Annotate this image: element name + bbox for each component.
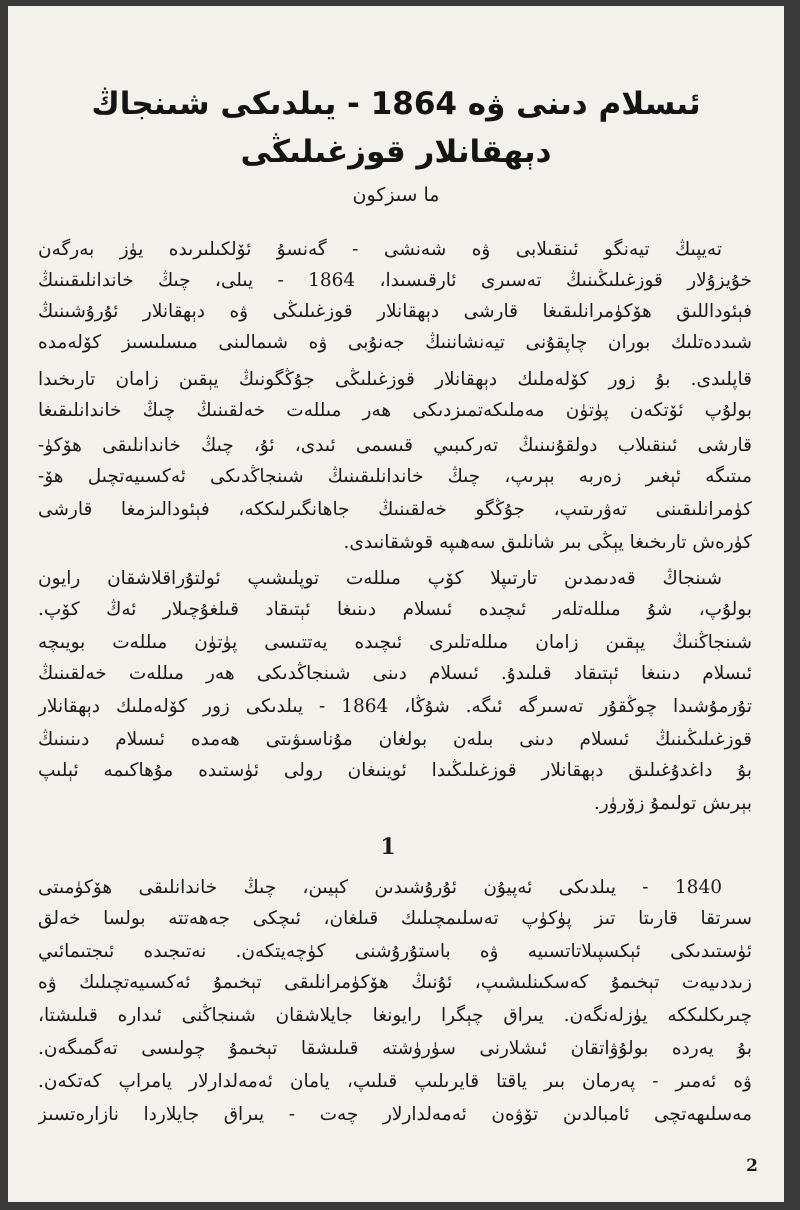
paragraph-line: مىتىگە ئېغىر زەربە بېرىپ، چىڭ خاندانلىقىنىڭ شىنجاڭدىكى ئەكسىيەتچىل ھۆ-: [38, 466, 752, 487]
paragraph-line: قوزغىلىڭىنىڭ ئىسلام دىنى بىلەن بولغان مۇناسىۋىتى ھەمدە ئىسلام دىنىنىڭ: [38, 729, 752, 750]
paragraph-line: سىرتقا قارىتا تىز پۈكۈپ تەسلىمچىلىك قىلغان، ئىچكى جەھەتتە بولسا خەلق: [38, 908, 752, 929]
paragraph-line: كۈرەش تارىخىغا يېڭى بىر شانلىق سەھىپە قوشقانىدى.: [343, 532, 752, 553]
paragraph-line: قارشى ئىنقىلاب دولقۇنىنىڭ تەركىبىي قىسمى ئىدى، ئۇ، چىڭ خاندانلىقى ھۆكۈ-: [38, 435, 752, 456]
paragraph-line: 1840 - يىلدىكى ئەپيۇن ئۇرۇشىدىن كېيىن، چىڭ خاندانلىقى ھۆكۈمىتى: [38, 877, 722, 898]
paragraph-line: خۇيزۇلار قوزغىلىڭىنىڭ تەسىرى ئارقىسىدا، 1864 - يىلى، چىڭ خاندانلىقىنىڭ: [38, 270, 752, 291]
paragraph-line: قاپلىدى. بۇ زور كۆلەملىك دېھقانلار قوزغىلىڭى جۇڭگونىڭ يېقىن زامان تارىخىدا: [38, 369, 752, 390]
paragraph-line: تۇرمۇشىدا چوڭقۇر تەسىرگە ئىگە. شۇڭا، 1864 - يىلدىكى زور كۆلەملىك دېھقانلار: [38, 696, 752, 717]
author-name: ما سىزكون: [352, 184, 440, 206]
paragraph-line: شىنجاڭنىڭ يېقىن زامان مىللەتلىرى ئىچىدە يەتتىسى پۈتۈن مىللەت بويىچە: [38, 632, 752, 653]
page-number: 2: [746, 1156, 758, 1176]
paragraph-line: بېرىش تولىمۇ زۆرۈر.: [593, 793, 752, 814]
paragraph-line: شىنجاڭ قەدىمدىن تارتىپلا كۆپ مىللەت توپلىشىپ ئولتۇراقلاشقان رايون: [38, 568, 722, 589]
title-line-1: ئىسلام دىنى ۋە 1864 - يىلدىكى شىنجاڭ: [91, 86, 701, 122]
paragraph-line: بولۇپ، شۇ مىللەتلەر ئىچىدە ئىسلام دىنىغا ئېتىقاد قىلغۇچىلار ئەڭ كۆپ.: [38, 599, 752, 620]
paragraph-line: ۋە ئەمىر - پەرمان بىر ياقتا قايرىلىپ قىلىپ، يامان ئەمەلدارلار يامراپ كەتكەن.: [38, 1071, 752, 1092]
document-page: [8, 6, 784, 1202]
paragraph-line: ئىسلام دىنىغا ئېتىقاد قىلىدۇ. ئىسلام دىنى شىنجاڭدىكى ھەر مىللەت خەلقىنىڭ: [38, 663, 752, 684]
paragraph-line: بۇ داغدۇغىلىق دېھقانلار قوزغىلىڭىدا ئوينىغان رولى ئۈستىدە مۇھاكىمە ئېلىپ: [38, 760, 752, 781]
paragraph-line: مەسلىھەتچى ئامبالدىن تۆۋەن ئەمەلدارلار چەت - يىراق جايلاردا نازارەتسىز: [38, 1104, 752, 1125]
paragraph-line: زىددىيەت تېخىمۇ كەسكىنلىشىپ، ئۇنىڭ ھۆكۈمرانلىقى تېخىمۇ ئەكسىيەتچىلىك ۋە: [38, 972, 752, 993]
title-line-2: دېھقانلار قوزغىلىڭى: [240, 134, 552, 170]
paragraph-line: فېئوداللىق ھۆكۈمرانلىقىغا قارشى دېھقانلار قوزغىلىڭى ۋە دېھقانلار ئۇرۇشىنىڭ: [38, 301, 752, 322]
paragraph-line: بولۇپ ئۆتكەن پۈتۈن مەملىكەتمىزدىكى ھەر مىللەت خەلقىنىڭ چىڭ خاندانلىقىغا: [38, 400, 752, 421]
paragraph-line: كۈمرانلىقىنى تەۋرىتىپ، جۇڭگو خەلقىنىڭ جاھانگىرلىككە، فېئودالىزمغا قارشى: [38, 499, 752, 520]
paragraph-line: چىرىكلىككە يۈزلەنگەن. يىراق چېگرا رايونغا جايلاشقان شىنجاڭنى ئىدارە قىلىشتا،: [38, 1005, 752, 1026]
paragraph-line: بۇ يەردە بولۇۋاتقان ئىشلارنى سۈرۈشتە قىلىشقا تېخىمۇ چولىسى تەگمىگەن.: [38, 1038, 752, 1059]
paragraph-line: تەيپىڭ تيەنگو ئىنقىلابى ۋە شەنشى - گەنسۇ ئۆلكىلىرىدە يۈز بەرگەن: [38, 239, 722, 260]
page-content: [8, 6, 784, 1202]
paragraph-line: ئۈستىدىكى ئېكسپىلاتاتسىيە ۋە باستۇرۇشنى كۈچەيتكەن. نەتىجىدە ئىجتىمائىي: [38, 941, 752, 962]
section-number: 1: [380, 834, 396, 860]
paragraph-line: شىددەتلىك بوران چاپقۇنى تيەنشاننىڭ جەنۇبى ۋە شىمالىنى مىسلىسىز كۆلەمدە: [38, 332, 752, 353]
